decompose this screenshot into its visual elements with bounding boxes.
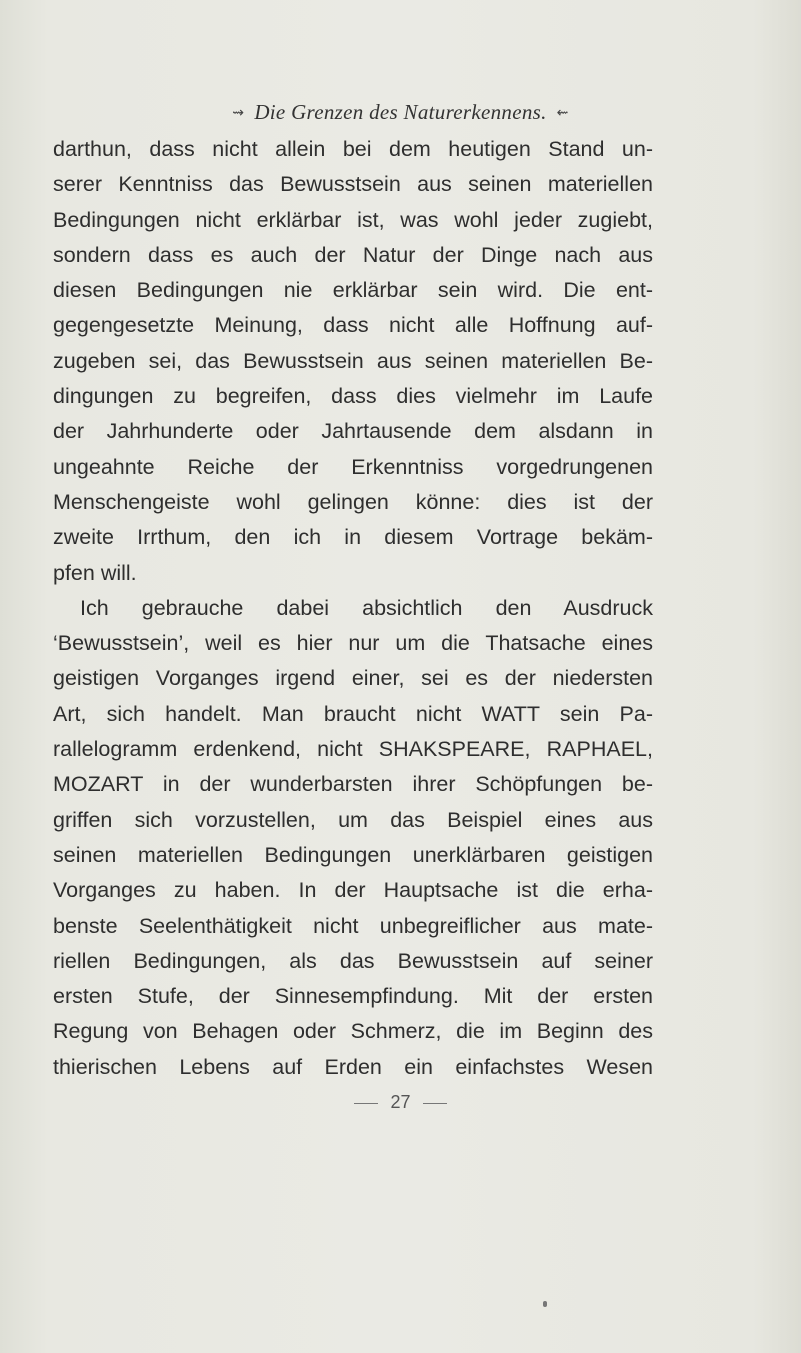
text-line: pfen will. bbox=[53, 560, 137, 585]
ornament-left-icon: ⇝ bbox=[232, 106, 245, 121]
text-line: seinen materiellen Bedingungen unerklärbaren geistigen bbox=[53, 842, 653, 867]
text-line: griffen sich vorzustellen, um das Beispiel eines aus bbox=[53, 807, 653, 832]
text-line: dingungen zu begreifen, dass dies vielmehr im Laufe bbox=[53, 384, 653, 409]
text-line: thierischen Lebens auf Erden ein einfachstes Wesen bbox=[53, 1054, 653, 1079]
text-line: Bedingungen nicht erklärbar ist, was wohl jeder zugiebt, bbox=[53, 207, 653, 232]
page-number-value: 27 bbox=[390, 1092, 411, 1112]
text-line: Menschengeiste wohl gelingen könne: dies ist der bbox=[53, 489, 653, 514]
text-line: zugeben sei, das Bewusstsein aus seinen materiellen Be- bbox=[53, 348, 653, 373]
text-line: diesen Bedingungen nie erklärbar sein wird. Die ent- bbox=[53, 278, 653, 303]
text-line: darthun, dass nicht allein bei dem heutigen Stand un- bbox=[53, 137, 653, 161]
text-line: sondern dass es auch der Natur der Dinge nach aus bbox=[53, 242, 653, 267]
running-title: Die Grenzen des Naturerkennens. bbox=[254, 100, 547, 124]
text-line: zweite Irrthum, den ich in diesem Vortrage bekäm- bbox=[53, 525, 653, 550]
text-line: ungeahnte Reiche der Erkenntniss vorgedrungenen bbox=[53, 454, 653, 479]
text-line: MOZART in der wunderbarsten ihrer Schöpfungen be- bbox=[53, 772, 653, 797]
text-line: serer Kenntniss das Bewusstsein aus seinen materiellen bbox=[53, 172, 653, 197]
text-line: der Jahrhunderte oder Jahrtausende dem alsdann in bbox=[53, 419, 653, 444]
text-line: Ich gebrauche dabei absichtlich den Ausdruck bbox=[80, 595, 653, 620]
folio-dash-left bbox=[354, 1103, 378, 1104]
text-line: riellen Bedingungen, als das Bewusstsein auf seiner bbox=[53, 948, 653, 973]
text-line: Vorganges zu haben. In der Hauptsache ist die erha- bbox=[53, 878, 653, 903]
body-text bbox=[53, 132, 653, 1085]
text-line: benste Seelenthätigkeit nicht unbegreiflicher aus mate- bbox=[53, 913, 653, 938]
text-line: Art, sich handelt. Man braucht nicht WATT sein Pa- bbox=[53, 701, 653, 726]
text-line: ‘Bewusstsein’, weil es hier nur um die Thatsache eines bbox=[53, 631, 653, 656]
text-line: rallelogramm erdenkend, nicht SHAKSPEARE, RAPHAEL, bbox=[53, 737, 653, 762]
text-line: gegengesetzte Meinung, dass nicht alle Hoffnung auf- bbox=[53, 313, 653, 338]
ornament-right-icon: ⇜ bbox=[556, 106, 569, 121]
folio-dash-right bbox=[423, 1103, 447, 1104]
paper-speck bbox=[543, 1301, 547, 1307]
text-line: ersten Stufe, der Sinnesempfindung. Mit der ersten bbox=[53, 984, 653, 1009]
running-header bbox=[0, 100, 801, 125]
text-line: Regung von Behagen oder Schmerz, die im Beginn des bbox=[53, 1019, 653, 1044]
text-line: geistigen Vorganges irgend einer, sei es der niedersten bbox=[53, 666, 653, 691]
page-number bbox=[0, 1092, 801, 1113]
